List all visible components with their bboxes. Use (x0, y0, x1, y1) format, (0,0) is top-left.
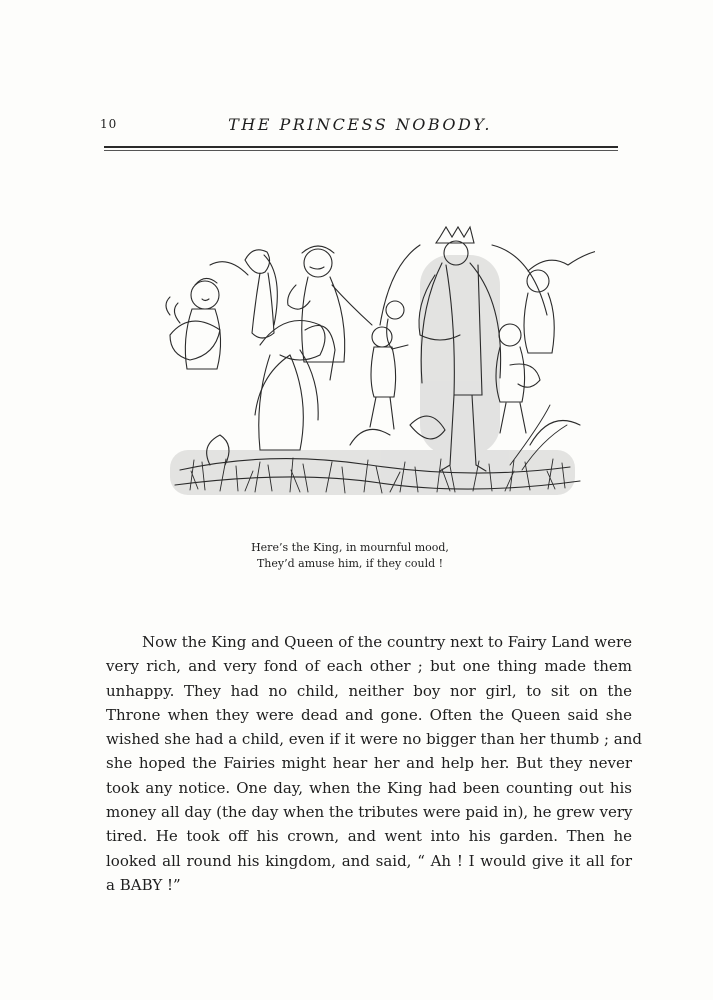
text-line: looked all round his kingdom, and said, “ Ah ! I would give it all for (106, 851, 632, 870)
text-line: took any notice. One day, when the King had been counting out his (106, 778, 632, 797)
text-line: very rich, and very fond of each other ; but one thing made them (106, 657, 632, 676)
header-rule (104, 146, 618, 148)
body-paragraph (106, 630, 643, 897)
page-header (100, 115, 620, 139)
page-number: 10 (100, 117, 118, 131)
header-rule-thin (104, 150, 618, 151)
text-line: a BABY !” (106, 875, 181, 894)
text-line: unhappy. They had no child, neither boy nor girl, to sit on the (106, 681, 632, 700)
running-title: THE PRINCESS NOBODY. (228, 115, 492, 134)
text-line: wished she had a child, even if it were no bigger than her thumb ; and (106, 730, 643, 749)
caption-line-1: Here’s the King, in mournful mood, (251, 541, 449, 554)
text-line: money all day (the day when the tributes were paid in), he grew very (106, 803, 633, 822)
text-line: she hoped the Fairies might hear her and help her. But they never (106, 754, 632, 773)
illustration-caption (200, 540, 500, 572)
text-line: Throne when they were dead and gone. Often the Queen said she (106, 705, 632, 724)
text-line: Now the King and Queen of the country next to Fairy Land were (142, 633, 632, 651)
engraving-illustration (150, 215, 595, 500)
caption-line-2: They’d amuse him, if they could ! (256, 557, 444, 570)
text-line: tired. He took off his crown, and went into his garden. Then he (106, 827, 632, 846)
